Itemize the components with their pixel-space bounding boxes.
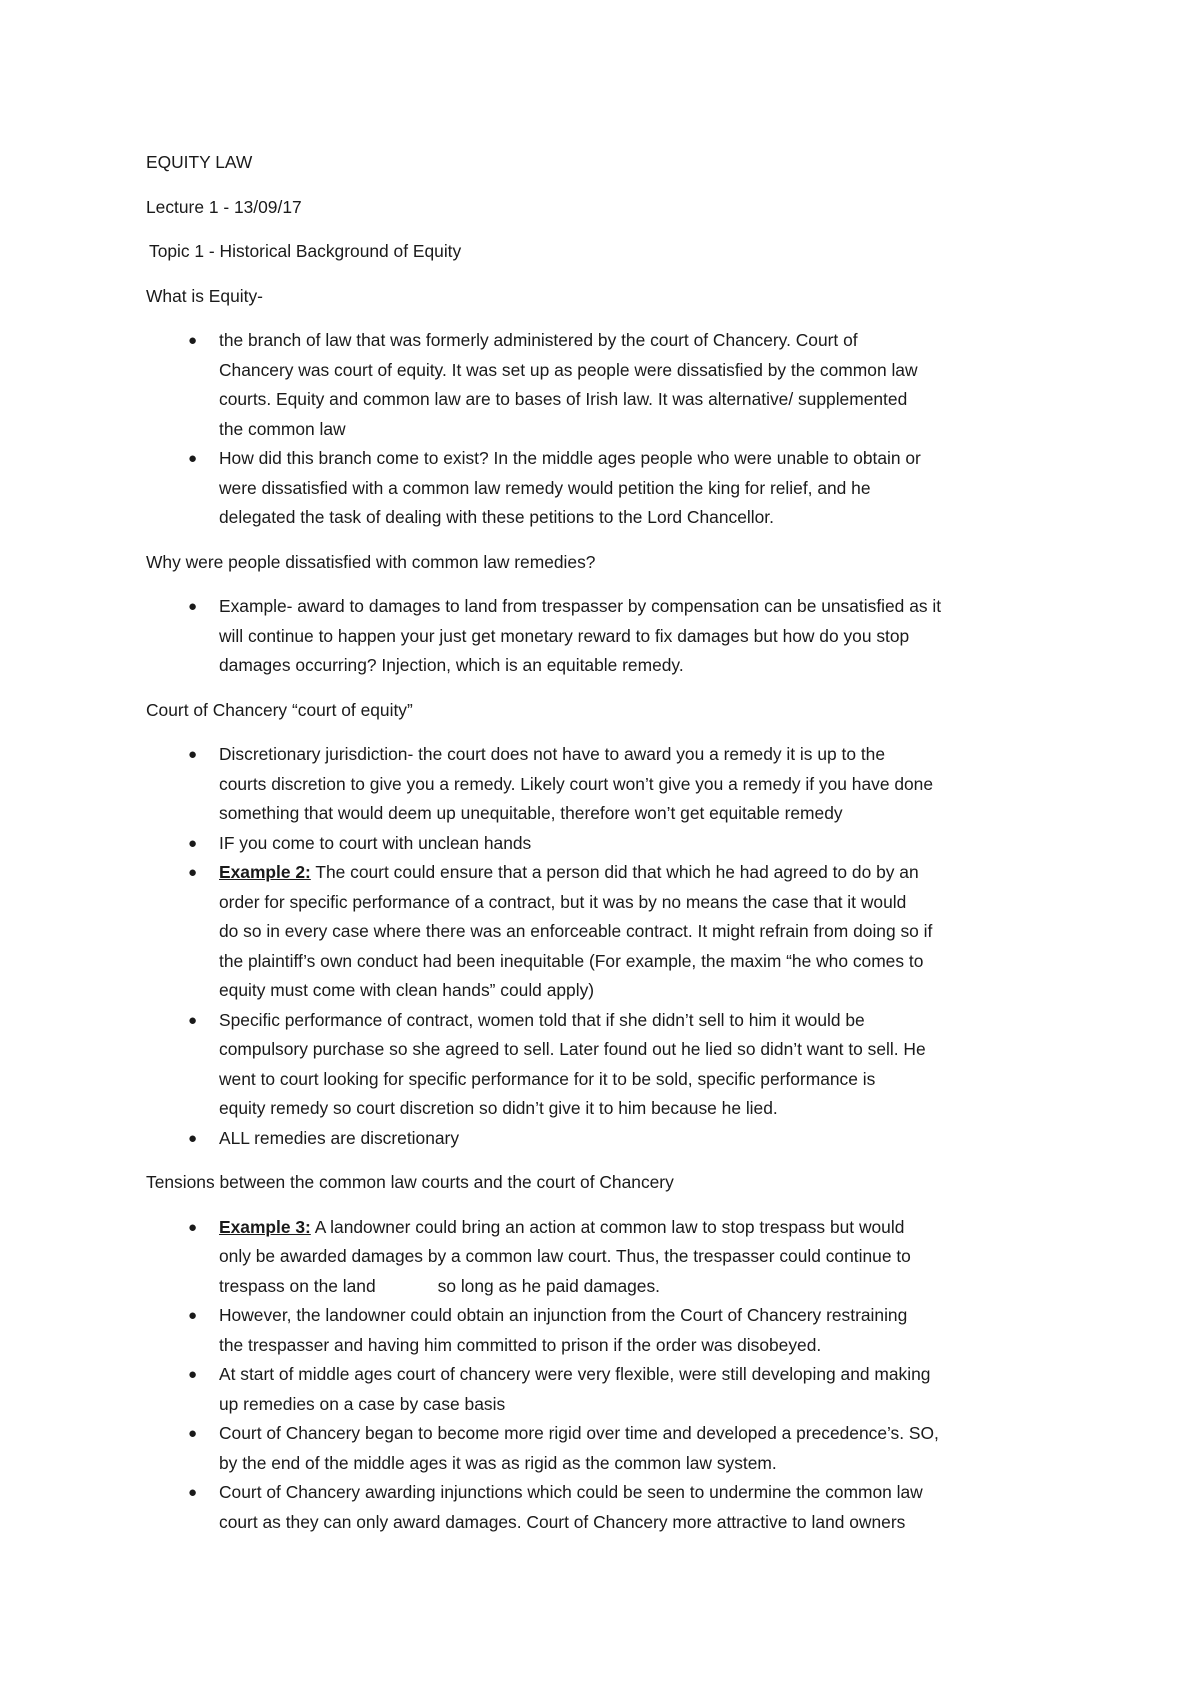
text-line: up remedies on a case by case basis [219, 1393, 506, 1414]
text-line [219, 1213, 1076, 1243]
bullet-icon: ● [188, 1011, 198, 1029]
text-line: Court of Chancery awarding injunctions which could be seen to undermine the common law [219, 1482, 923, 1502]
lecture-line: Lecture 1 - 13/09/17 [146, 196, 302, 217]
text-line: went to court looking for specific performance for it to be sold, specific performance is [219, 1068, 876, 1089]
text-line: courts discretion to give you a remedy. Likely court won’t give you a remedy if you have done [219, 773, 934, 794]
list-item [146, 1360, 1076, 1419]
text-line: the branch of law that was formerly administered by the court of Chancery. Court of [219, 330, 858, 350]
text-line: Chancery was court of equity. It was set up as people were dissatisfied by the common law [219, 359, 918, 380]
text-line: ALL remedies are discretionary [219, 1127, 460, 1148]
bullet-icon: ● [188, 746, 198, 763]
text-line [219, 1272, 1076, 1302]
topic-line: Topic 1 - Historical Background of Equity [149, 241, 462, 261]
bullet-list-dissatisfied [146, 592, 1076, 681]
section-heading-tensions: Tensions between the common law courts and the court of Chancery [146, 1172, 674, 1192]
document-body [146, 148, 1076, 1552]
text-fragment: so long as he paid damages. [437, 1275, 660, 1296]
text-line: At start of middle ages court of chancery were very flexible, were still developing and making [219, 1364, 931, 1384]
text-line: equity remedy so court discretion so didn’t give it to him because he lied. [219, 1098, 778, 1118]
text-line: courts. Equity and common law are to bases of Irish law. It was alternative/ supplemented [219, 389, 908, 409]
text-line: by the end of the middle ages it was as rigid as the common law system. [219, 1452, 777, 1473]
document-title: EQUITY LAW [146, 152, 253, 172]
text-line: Example- award to damages to land from trespasser by compensation can be unsatisfied as it [219, 596, 942, 616]
text-line: order for specific performance of a contract, but it was by no means the case that it would [219, 891, 907, 912]
text-line: Specific performance of contract, women told that if she didn’t sell to him it would be [219, 1009, 865, 1030]
text-line: compulsory purchase so she agreed to sell. Later found out he lied so didn’t want to sell. He [219, 1039, 926, 1059]
bullet-icon: ● [188, 864, 198, 881]
list-item [146, 740, 1076, 829]
list-item [146, 1419, 1076, 1478]
bullet-icon: ● [188, 450, 198, 467]
list-item [146, 1213, 1076, 1302]
bullet-icon: ● [188, 1307, 198, 1324]
bullet-icon: ● [188, 332, 198, 349]
text-line: the common law [219, 418, 346, 439]
list-item [146, 1301, 1076, 1360]
list-item [146, 1124, 1076, 1154]
example-text: The court could ensure that a person did that which he had agreed to do by an [310, 862, 919, 882]
list-item [146, 444, 1076, 533]
text-line: were dissatisfied with a common law remedy would petition the king for relief, and he [219, 477, 871, 498]
bullet-list-court-of-chancery [146, 740, 1076, 1153]
example-label: Example 3: [219, 1216, 311, 1237]
list-item [146, 1006, 1076, 1124]
list-item [146, 858, 1076, 1006]
bullet-icon: ● [188, 1425, 198, 1442]
section-heading-court-of-chancery: Court of Chancery “court of equity” [146, 699, 413, 720]
text-line [219, 858, 1076, 888]
text-line: However, the landowner could obtain an injunction from the Court of Chancery restraining [219, 1305, 908, 1325]
text-line: How did this branch come to exist? In the middle ages people who were unable to obtain or [219, 448, 921, 468]
text-line: court as they can only award damages. Court of Chancery more attractive to land owners [219, 1511, 906, 1532]
bullet-icon: ● [188, 1218, 198, 1236]
example-text: A landowner could bring an action at common law to stop trespass but would [310, 1216, 905, 1237]
text-line: the plaintiff’s own conduct had been inequitable (For example, the maxim “he who comes to [219, 950, 924, 971]
text-fragment: trespass on the land [219, 1275, 376, 1296]
text-line: Discretionary jurisdiction- the court does not have to award you a remedy it is up to the [219, 744, 886, 764]
text-line: damages occurring? Injection, which is an equitable remedy. [219, 655, 684, 675]
section-heading-dissatisfied: Why were people dissatisfied with common law remedies? [146, 551, 596, 572]
text-line: equity must come with clean hands” could apply) [219, 980, 595, 1000]
list-item [146, 326, 1076, 444]
bullet-icon: ● [188, 1366, 198, 1383]
bullet-icon: ● [188, 1129, 198, 1147]
text-line: the trespasser and having him committed to prison if the order was disobeyed. [219, 1334, 822, 1355]
example-label: Example 2: [219, 862, 311, 882]
text-line: Court of Chancery began to become more rigid over time and developed a precedence’s. SO, [219, 1423, 939, 1443]
text-line: delegated the task of dealing with these petitions to the Lord Chancellor. [219, 507, 774, 527]
bullet-list-what-is-equity [146, 326, 1076, 533]
text-line: IF you come to court with unclean hands [219, 832, 532, 853]
text-line: only be awarded damages by a common law court. Thus, the trespasser could continue to [219, 1246, 911, 1266]
bullet-list-tensions [146, 1213, 1076, 1538]
list-item [146, 1478, 1076, 1537]
list-item [146, 829, 1076, 859]
bullet-icon: ● [188, 598, 198, 615]
text-line: will continue to happen your just get monetary reward to fix damages but how do you stop [219, 625, 910, 646]
bullet-icon: ● [188, 1484, 198, 1501]
bullet-icon: ● [188, 834, 198, 852]
text-line: something that would deem up unequitable, therefore won’t get equitable remedy [219, 803, 843, 823]
list-item [146, 592, 1076, 681]
text-line: do so in every case where there was an enforceable contract. It might refrain from doing so if [219, 921, 933, 941]
section-heading-what-is-equity: What is Equity- [146, 285, 263, 306]
